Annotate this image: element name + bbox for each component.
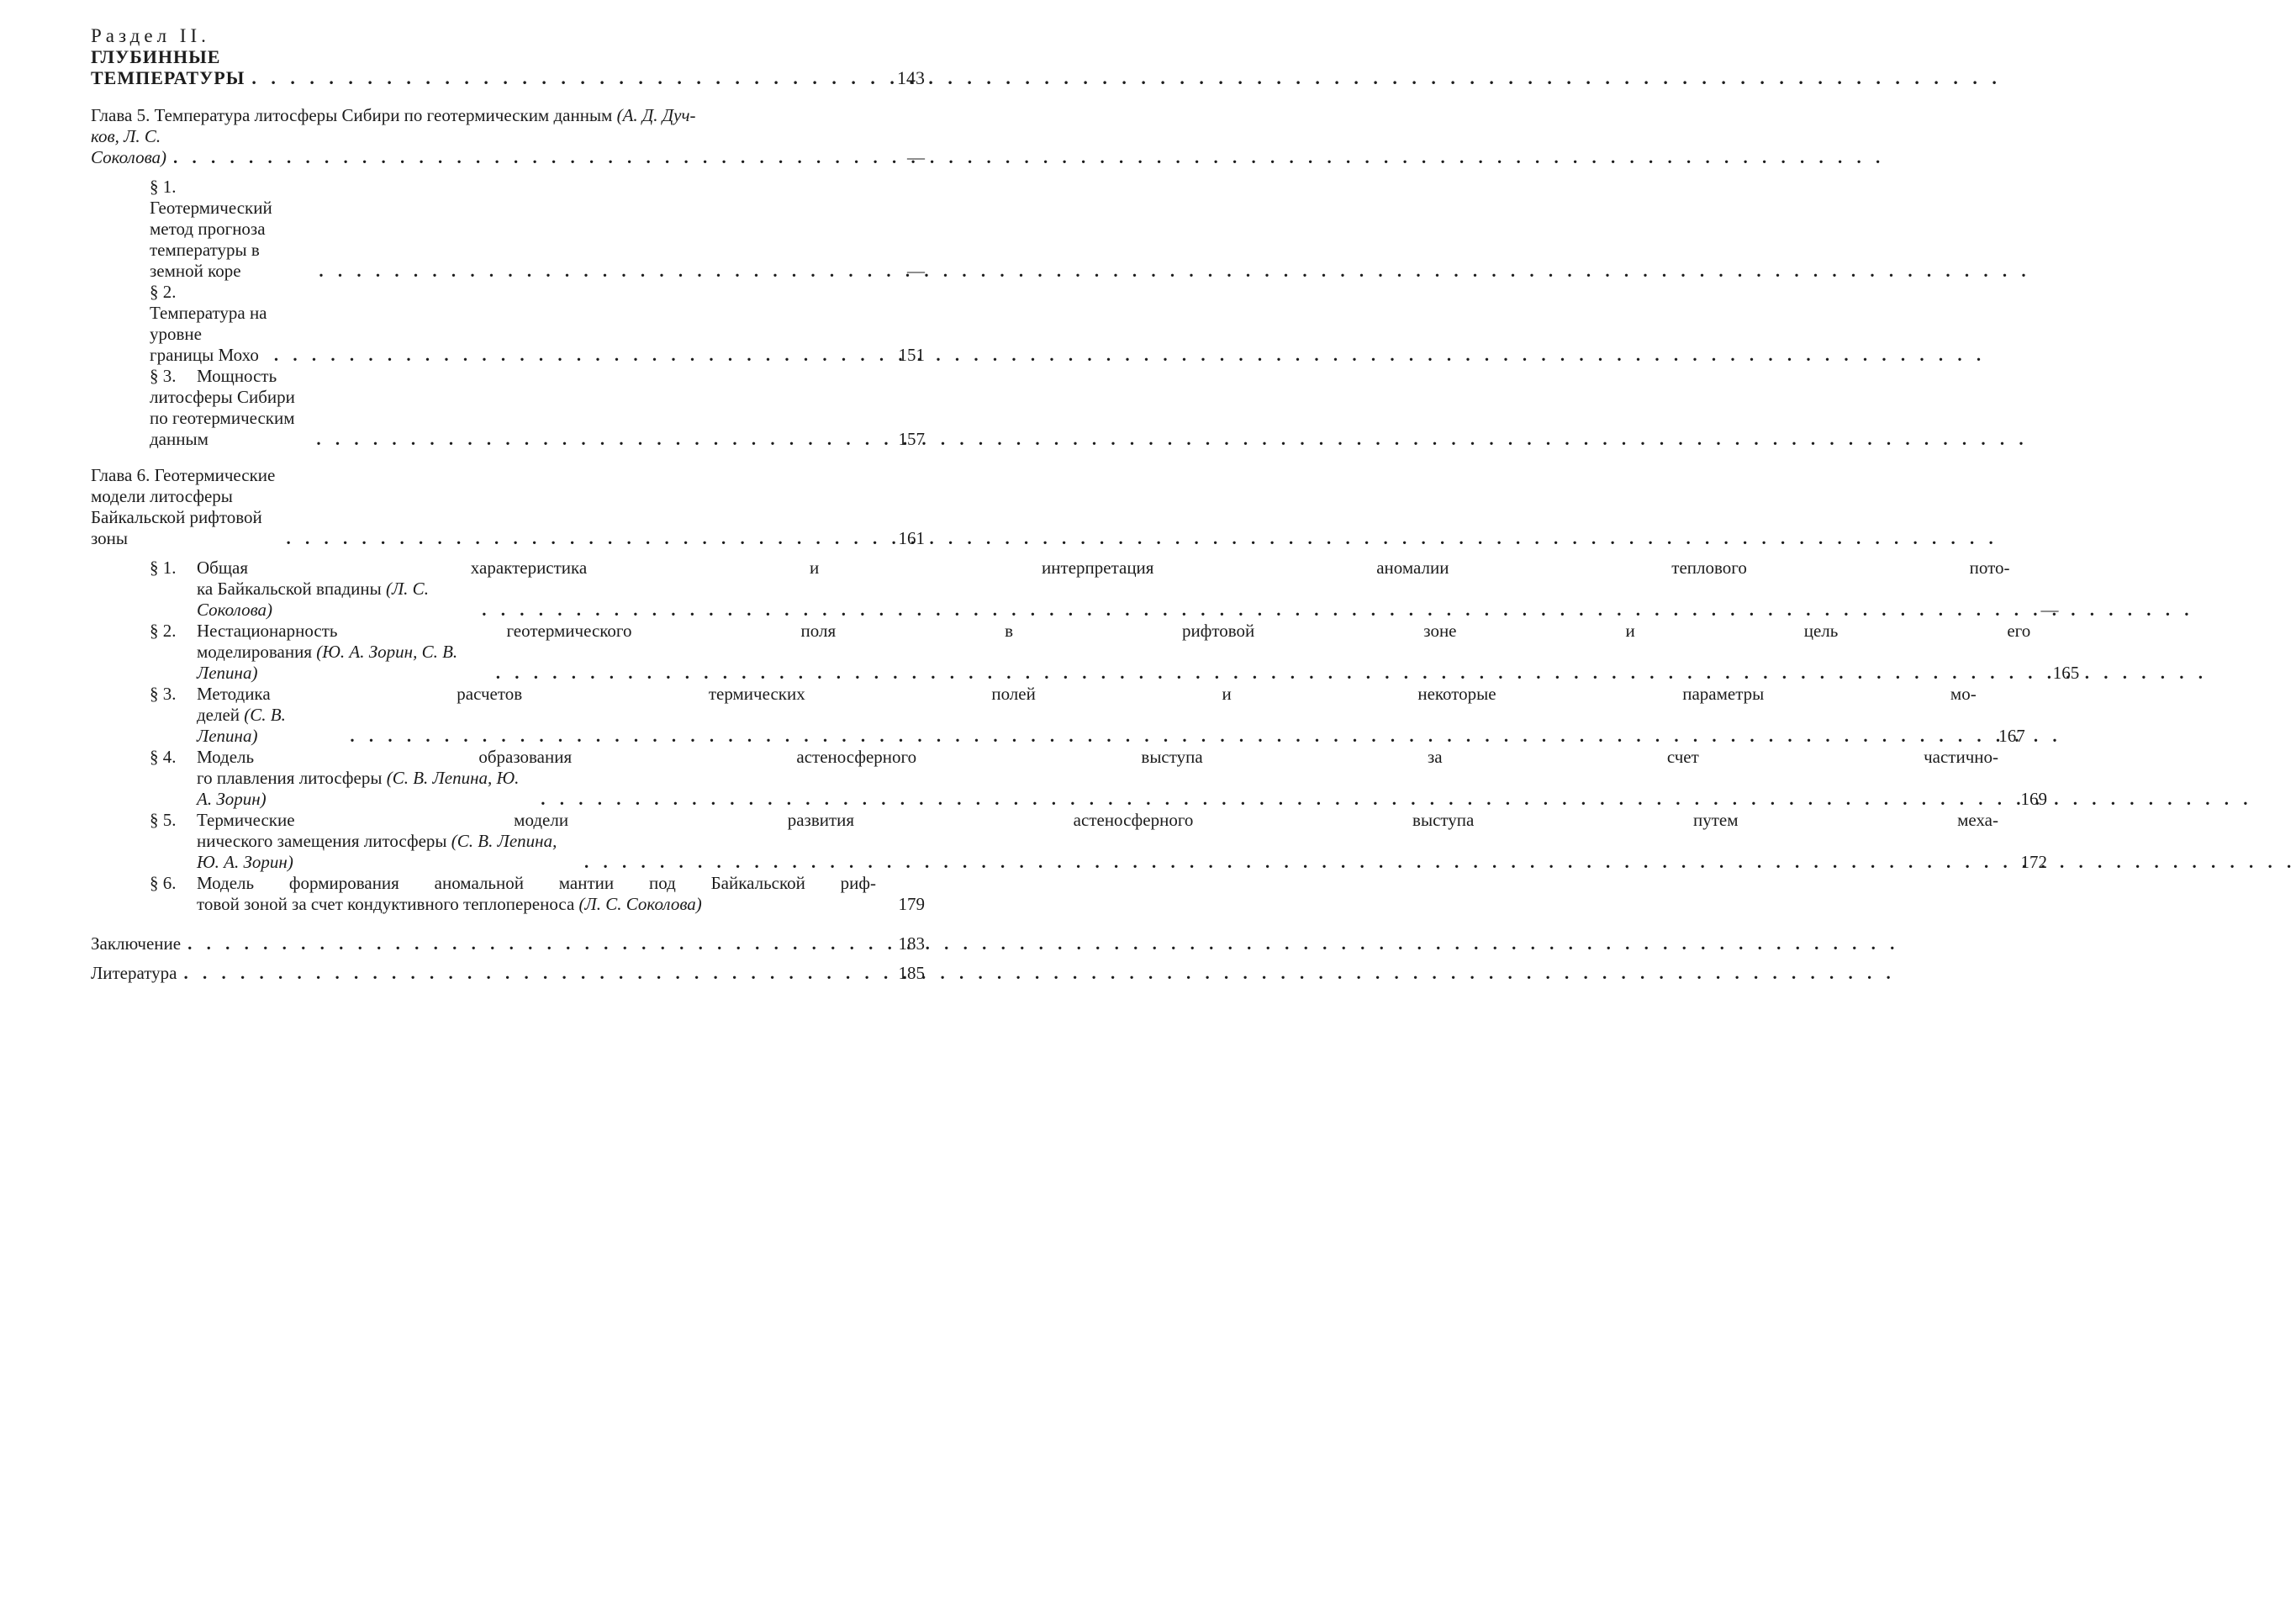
page-number: 169: [2020, 789, 2047, 809]
paragraph-title: Модель формирования аномальной мантии под Байкальской риф-: [197, 873, 876, 893]
paragraph-title: товой зоной за счет кондуктивного теплопереноса: [197, 894, 575, 914]
paragraph-title: моделирования: [197, 642, 313, 662]
dot-leader: [173, 147, 876, 168]
dot-leader: [183, 963, 876, 984]
toc-paragraph-entry: [150, 366, 925, 450]
toc-literature-entry: [91, 963, 925, 984]
chapter-authors: (А. Д. Дуч-: [616, 105, 696, 125]
chapter-label: Глава 5.: [91, 105, 150, 125]
toc-paragraph-entry: [150, 177, 925, 282]
paragraph-authors: (Ю. А. Зорин, С. В. Лепина): [197, 642, 458, 683]
toc-section-entry: [91, 25, 925, 88]
paragraph-title: делей: [197, 705, 240, 725]
paragraph-number: § 6.: [150, 873, 177, 893]
chapter-label: Глава 6.: [91, 465, 150, 485]
page-number: 157: [898, 429, 925, 449]
dot-leader: [274, 345, 876, 366]
paragraph-title: Мощность литосферы Сибири по геотермическим данным: [150, 366, 295, 449]
paragraph-title: Общая характеристика и интерпретация аномалии теплового пото-: [197, 558, 2010, 578]
conclusion-label: Заключение: [91, 933, 182, 954]
page-number: 183: [898, 933, 925, 954]
paragraph-title: Термические модели развития астеносферного выступа путем меха-: [197, 810, 1998, 830]
paragraph-number: § 3.: [150, 684, 177, 704]
paragraph-number: § 3.: [150, 366, 177, 386]
chapter-authors: ков, Л. С. Соколова): [91, 126, 167, 167]
paragraph-number: § 1.: [150, 177, 177, 197]
page-number: 165: [2052, 663, 2080, 683]
dot-leader: [251, 67, 876, 88]
paragraph-authors: (С. В. Лепина, Ю. А. Зорин): [197, 768, 520, 809]
toc-paragraph-entry: [150, 558, 2059, 621]
dot-leader: [541, 789, 1998, 810]
literature-label: Литература: [91, 963, 177, 983]
paragraph-authors: (Л. С. Соколова): [578, 894, 702, 914]
page-number: —: [2040, 600, 2059, 620]
toc-paragraph-entry: [150, 747, 2047, 810]
paragraph-title: Температура на уровне границы Мохо: [150, 303, 267, 365]
section-title: ГЛУБИННЫЕ ТЕМПЕРАТУРЫ: [91, 46, 245, 88]
paragraph-title: нического замещения литосферы: [197, 831, 447, 851]
paragraph-title: Модель образования астеносферного выступа за счет частично-: [197, 747, 1998, 767]
dot-leader: [316, 429, 876, 450]
page-number: 151: [898, 345, 925, 365]
page-number: 143: [897, 67, 925, 88]
paragraph-title: ка Байкальской впадины: [197, 579, 382, 599]
toc-paragraph-entry: [150, 621, 2080, 684]
toc-paragraph-entry: [150, 810, 2047, 873]
paragraph-number: § 2.: [150, 282, 177, 302]
paragraph-title: Методика расчетов термических полей и некоторые параметры мо-: [197, 684, 1977, 704]
chapter-5-paragraphs: [150, 177, 925, 450]
page-number: 172: [2020, 852, 2047, 872]
dot-leader: [584, 852, 1998, 873]
toc-conclusion-entry: [91, 933, 925, 954]
paragraph-title: Нестационарность геотермического поля в рифтовой зоне и цель его: [197, 621, 2031, 641]
paragraph-number: § 2.: [150, 621, 177, 641]
paragraph-title: Геотермический метод прогноза температуры в земной коре: [150, 198, 272, 281]
page-number: 161: [898, 528, 925, 548]
paragraph-title: го плавления литосферы: [197, 768, 383, 788]
dot-leader: [350, 726, 1976, 747]
toc-chapter-entry: [91, 105, 925, 168]
section-prefix: Раздел II.: [91, 25, 210, 46]
chapter-title: Температура литосферы Сибири по геотермическим данным: [154, 105, 613, 125]
paragraph-number: § 1.: [150, 558, 177, 578]
paragraph-number: § 4.: [150, 747, 177, 767]
toc-paragraph-entry: [150, 282, 925, 366]
page-number: —: [907, 261, 925, 281]
paragraph-number: § 5.: [150, 810, 177, 830]
toc-paragraph-entry: [150, 684, 2025, 747]
dot-leader: [482, 600, 2009, 621]
page-number: —: [907, 147, 925, 167]
dot-leader: [319, 261, 876, 282]
page-number: 179: [898, 894, 925, 914]
paragraph-authors: (С. В. Лепина): [197, 705, 286, 746]
toc-paragraph-entry: [150, 873, 925, 915]
table-of-contents: [91, 25, 2080, 984]
chapter-6-paragraphs: [150, 558, 2080, 915]
chapter-title: Геотермические модели литосферы Байкальской рифтовой зоны: [91, 465, 276, 548]
dot-leader: [496, 663, 2031, 684]
paragraph-authors: (Л. С. Соколова): [197, 579, 429, 620]
page-number: 167: [1998, 726, 2025, 746]
toc-chapter-entry: [91, 465, 925, 549]
dot-leader: [187, 933, 876, 954]
dot-leader: [287, 528, 876, 549]
page-number: 185: [898, 963, 925, 983]
paragraph-authors: (С. В. Лепина, Ю. А. Зорин): [197, 831, 557, 872]
